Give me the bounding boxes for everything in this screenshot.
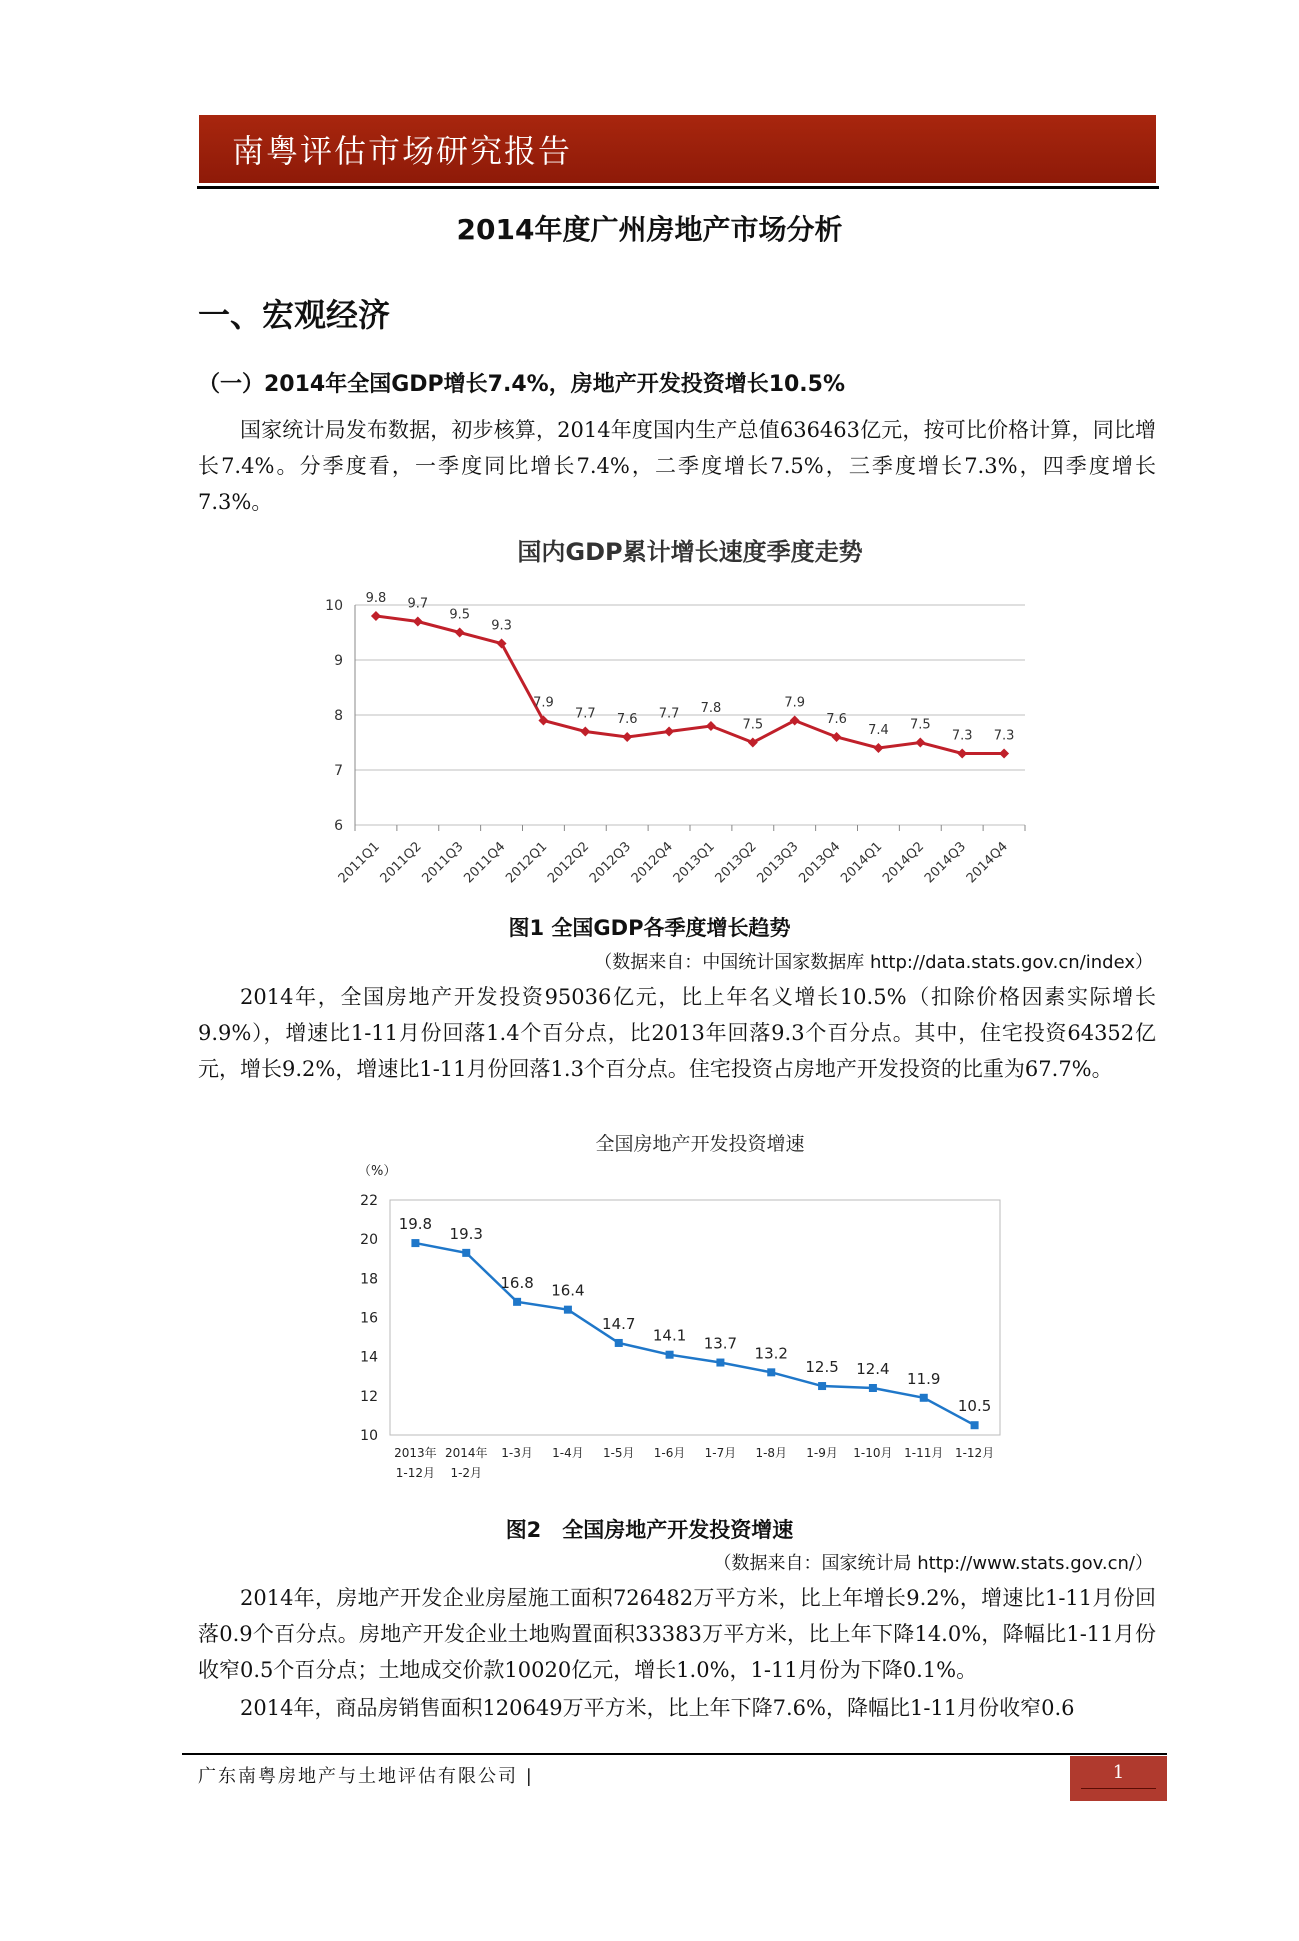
chart1-data-label: 7.9	[533, 695, 554, 711]
chart2-ylabel: （%）	[358, 1164, 397, 1179]
chart2-xtick-label: 2013年	[394, 1446, 437, 1460]
figure2-source: （数据来自：国家统计局 http://www.stats.gov.cn/）	[713, 1553, 1153, 1574]
chart2-data-label: 19.3	[449, 1224, 483, 1243]
chart1-data-point	[371, 611, 381, 621]
chart2-ytick-label: 14	[360, 1349, 378, 1366]
chart2-data-point	[716, 1359, 724, 1367]
chart2-data-label: 13.2	[754, 1344, 788, 1363]
chart2-xtick-label: 1-12月	[954, 1446, 995, 1460]
chart1-xtick-label: 2012Q2	[545, 839, 593, 887]
chart2-xtick-label: 1-10月	[853, 1446, 893, 1460]
chart1-ytick-label: 9	[334, 653, 343, 669]
chart1-xtick-label: 2014Q1	[838, 839, 886, 887]
chart2-data-label: 16.8	[500, 1273, 534, 1292]
chart1-xtick-label: 2011Q4	[461, 839, 509, 887]
chart1-data-label: 9.5	[449, 607, 471, 623]
paragraph-sales: 2014年，商品房销售面积120649万平方米，比上年下降7.6%，降幅比1-11月份收窄0.6	[240, 1696, 1075, 1720]
chart2-data-label: 11.9	[907, 1369, 941, 1388]
chart2-xtick-label: 1-4月	[552, 1446, 584, 1460]
chart2-ytick-label: 22	[360, 1193, 378, 1209]
chart2-data-point	[513, 1298, 521, 1306]
chart2-data-label: 12.4	[856, 1360, 890, 1378]
chart1-xtick-label: 2014Q4	[963, 839, 1011, 887]
paragraph-gdp: 国家统计局发布数据，初步核算，2014年度国内生产总值636463亿元，按可比价格计算，同比增长7.4%。分季度看，一季度同比增长7.4%，二季度增长7.5%，三季度增长7.3%，四季度增长7.3%。	[198, 418, 1156, 514]
chart2-data-point	[615, 1339, 623, 1347]
chart1-ytick-label: 8	[334, 708, 343, 724]
investment-chart	[340, 1120, 1010, 1500]
chart2-data-point	[971, 1421, 979, 1429]
chart2-data-point	[462, 1249, 470, 1257]
section-heading: 一、宏观经济	[198, 296, 391, 334]
footer-rule	[182, 1753, 1167, 1755]
chart1-xtick-label: 2014Q2	[880, 839, 928, 887]
chart2-xtick-label: 1-6月	[653, 1446, 686, 1460]
chart1-xtick-label: 2012Q1	[503, 839, 551, 887]
chart1-data-point	[957, 749, 967, 759]
figure1-source: （数据来自：中国统计国家数据库 http://data.stats.gov.cn/index）	[594, 952, 1153, 973]
chart1-data-label: 7.4	[868, 723, 889, 738]
chart1-xtick-label: 2012Q4	[628, 839, 676, 887]
chart2-xtick-label: 1-9月	[806, 1446, 838, 1460]
page-number-underline	[1081, 1788, 1156, 1789]
chart1-data-point	[580, 727, 590, 737]
chart2-xtick-label: 1-12月	[395, 1466, 436, 1480]
chart2-xtick-label: 2014年	[444, 1446, 488, 1460]
chart1-xtick-label: 2013Q4	[796, 839, 844, 887]
chart2-series-line	[415, 1243, 974, 1425]
chart1-xtick-label: 2013Q1	[670, 839, 718, 887]
chart1-data-point	[999, 749, 1009, 759]
chart1-xtick-label: 2011Q2	[377, 839, 425, 887]
chart2-xtick-label: 1-3月	[501, 1446, 533, 1460]
chart2-data-point	[767, 1368, 775, 1376]
chart1-data-point	[455, 628, 465, 638]
chart2-title: 全国房地产开发投资增速	[595, 1133, 805, 1155]
chart1-data-label: 7.8	[700, 701, 722, 716]
chart1-data-label: 7.3	[993, 728, 1015, 744]
page-number: 1	[1112, 1762, 1125, 1783]
chart2-ytick-label: 10	[360, 1428, 378, 1444]
chart2-xtick-label: 1-5月	[602, 1446, 635, 1460]
chart1-xtick-label: 2011Q3	[419, 839, 467, 887]
chart1-ytick-label: 6	[334, 818, 343, 834]
chart1-data-label: 7.5	[909, 717, 931, 733]
chart1-data-label: 7.7	[658, 706, 680, 722]
chart1-data-point	[413, 617, 423, 627]
chart2-data-point	[920, 1394, 928, 1402]
chart1-data-label: 7.9	[784, 695, 806, 711]
chart2-data-point	[564, 1306, 572, 1314]
chart1-ytick-label: 7	[334, 763, 343, 779]
chart1-series-line	[376, 616, 1004, 754]
chart1-data-point	[873, 743, 883, 753]
chart2-data-point	[666, 1351, 674, 1359]
chart1-title: 国内GDP累计增长速度季度走势	[517, 538, 863, 566]
chart2-data-label: 14.7	[602, 1314, 636, 1333]
chart1-xtick-label: 2013Q3	[754, 839, 802, 887]
chart1-data-label: 7.3	[951, 728, 973, 744]
chart2-ytick-label: 16	[360, 1310, 378, 1327]
chart2-xtick-label: 1-8月	[755, 1446, 788, 1460]
chart1-xtick-label: 2012Q3	[586, 839, 635, 887]
header-title: 南粤评估市场研究报告	[232, 132, 573, 170]
figure2-caption: 图2 全国房地产开发投资增速	[505, 1518, 794, 1542]
chart1-data-label: 7.5	[742, 717, 764, 733]
paragraph-investment: 2014年，全国房地产开发投资95036亿元，比上年名义增长10.5%（扣除价格因素实际增长9.9%），增速比1-11月份回落1.4个百分点，比2013年回落9.3个百分点。其中，住宅投资64352亿元，增长9.2%，增速比1-11月份回落1.3个百分点。住宅投资占房地产开发投资的比重为67.7%。	[198, 985, 1156, 1081]
chart2-ytick-label: 20	[360, 1232, 378, 1249]
chart2-xtick-label: 1-7月	[704, 1446, 737, 1460]
chart1-data-point	[664, 727, 674, 737]
header-rule	[197, 186, 1159, 189]
document-title: 2014年度广州房地产市场分析	[456, 213, 843, 246]
subsection-heading: （一）2014年全国GDP增长7.4%，房地产开发投资增长10.5%	[198, 372, 846, 397]
chart1-data-label: 7.6	[826, 712, 847, 727]
gdp-chart	[300, 525, 1060, 905]
chart2-xtick-label: 1-2月	[450, 1466, 483, 1480]
chart1-xtick-label: 2014Q3	[921, 839, 970, 887]
chart1-xtick-label: 2013Q2	[712, 839, 760, 887]
chart1-ytick-label: 10	[325, 598, 343, 614]
chart1-data-label: 9.3	[491, 618, 512, 634]
chart1-data-point	[622, 732, 632, 742]
chart2-data-label: 13.7	[703, 1334, 738, 1353]
chart1-data-label: 7.6	[616, 712, 638, 727]
chart1-data-point	[706, 721, 716, 731]
chart2-xtick-label: 1-11月	[904, 1446, 944, 1460]
chart2-data-point	[818, 1382, 826, 1390]
chart2-data-label: 12.5	[805, 1358, 839, 1377]
chart2-ytick-label: 12	[360, 1388, 378, 1405]
footer-company: 广东南粤房地产与土地评估有限公司 |	[198, 1766, 534, 1787]
chart2-data-point	[869, 1384, 877, 1392]
chart1-data-point	[915, 738, 925, 748]
chart2-data-point	[411, 1239, 419, 1247]
chart2-data-label: 10.5	[957, 1397, 992, 1416]
chart2-data-label: 14.1	[652, 1326, 687, 1345]
chart2-data-label: 16.4	[551, 1281, 585, 1300]
paragraph-land: 2014年，房地产开发企业房屋施工面积726482万平方米，比上年增长9.2%，增速比1-11月份回落0.9个百分点。房地产开发企业土地购置面积33383万平方米，比上年下降14.0%，降幅比1-11月份收窄0.5个百分点；土地成交价款10020亿元，增长1.0%，1-11月份为下降0.1%。	[198, 1586, 1156, 1682]
chart1-data-label: 7.7	[574, 706, 596, 722]
chart1-data-point	[832, 732, 842, 742]
chart1-xtick-label: 2011Q1	[335, 839, 383, 887]
chart2-ytick-label: 18	[360, 1271, 378, 1288]
figure1-caption: 图1 全国GDP各季度增长趋势	[508, 916, 791, 940]
chart1-data-label: 9.8	[365, 591, 387, 606]
chart1-data-label: 9.7	[407, 596, 429, 612]
chart2-data-label: 19.8	[398, 1215, 433, 1234]
